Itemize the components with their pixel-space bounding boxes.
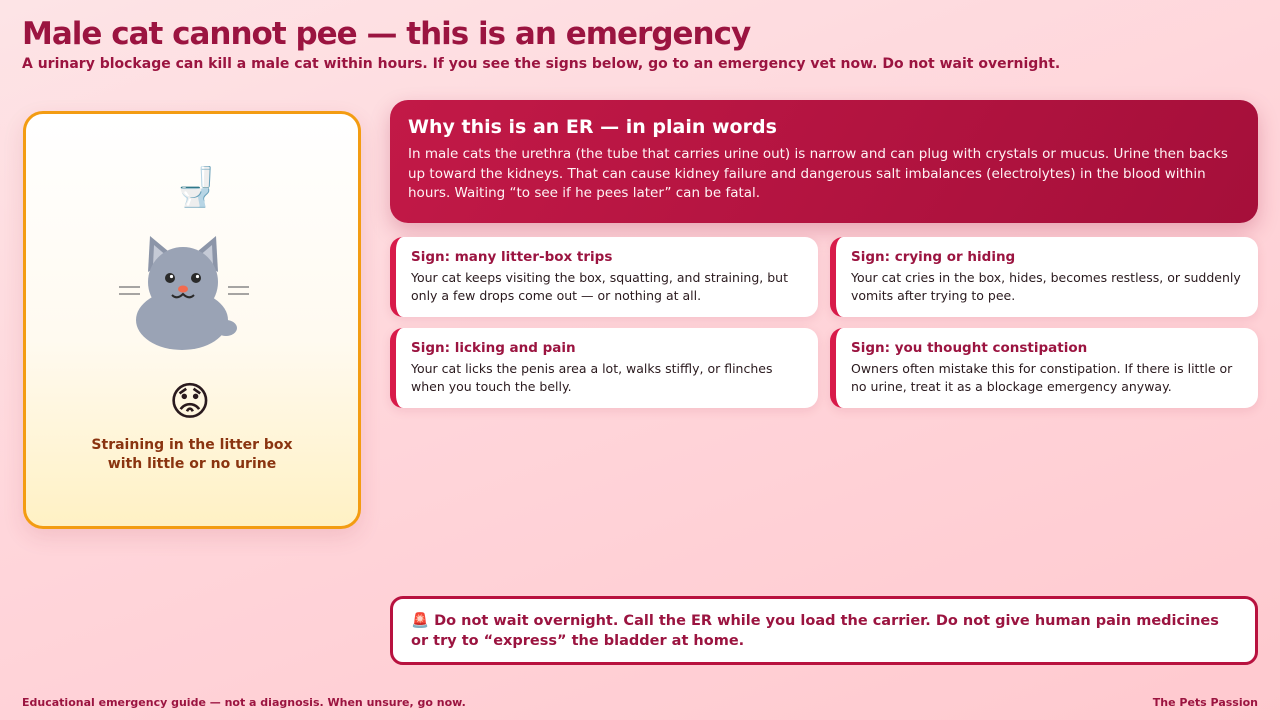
sign-title: Sign: many litter-box trips <box>411 249 613 265</box>
er-explainer-card <box>390 100 1258 223</box>
worried-face-icon: 😟 <box>169 379 211 425</box>
sign-card-licking-pain <box>390 328 818 408</box>
caption-line: Straining in the litter box <box>91 437 293 453</box>
sign-body: Your cat licks the penis area a lot, walks stiffly, or flinches when you touch the belly. <box>411 361 773 394</box>
er-explainer-title: Why this is an ER — in plain words <box>408 116 777 138</box>
illustration-card <box>23 111 361 529</box>
sign-card-litter-box-trips <box>390 237 818 317</box>
sign-card-crying-hiding <box>830 237 1258 317</box>
footer-brand: The Pets Passion <box>1152 696 1258 709</box>
page-subtitle: A urinary blockage can kill a male cat within hours. If you see the signs below, go to an emergency vet now. Do not wait overnight. <box>22 56 1061 72</box>
footer-note: Educational emergency guide — not a diagnosis. When unsure, go now. <box>22 696 466 709</box>
sign-body: Owners often mistake this for constipation. If there is little or no urine, treat it as a blockage emergency anyway. <box>851 361 1233 394</box>
caption-line: with little or no urine <box>107 456 277 472</box>
toilet-icon: 🚽 <box>172 165 220 209</box>
sign-card-constipation <box>830 328 1258 408</box>
page-title: Male cat cannot pee — this is an emergency <box>22 16 751 52</box>
warning-banner: 🚨 Do not wait overnight. Call the ER while you load the carrier. Do not give human pain medicines or try to “express” the bladder at home. <box>390 596 1258 665</box>
illustration-caption <box>26 436 358 474</box>
cat-icon <box>114 232 254 357</box>
sign-title: Sign: you thought constipation <box>851 340 1088 356</box>
sign-body: Your cat cries in the box, hides, becomes restless, or suddenly vomits after trying to pee. <box>851 270 1241 303</box>
sign-title: Sign: licking and pain <box>411 340 576 356</box>
sign-title: Sign: crying or hiding <box>851 249 1016 265</box>
sign-body: Your cat keeps visiting the box, squatting, and straining, but only a few drops come out — or nothing at all. <box>411 270 788 303</box>
er-explainer-body: In male cats the urethra (the tube that carries urine out) is narrow and can plug with crystals or mucus. Urine then backs up toward the kidneys. That can cause kidney failure and dangerous salt imbalances (electrolytes) in the blood within hours. Waiting “to see if he pees later” can be fatal. <box>408 146 1228 201</box>
